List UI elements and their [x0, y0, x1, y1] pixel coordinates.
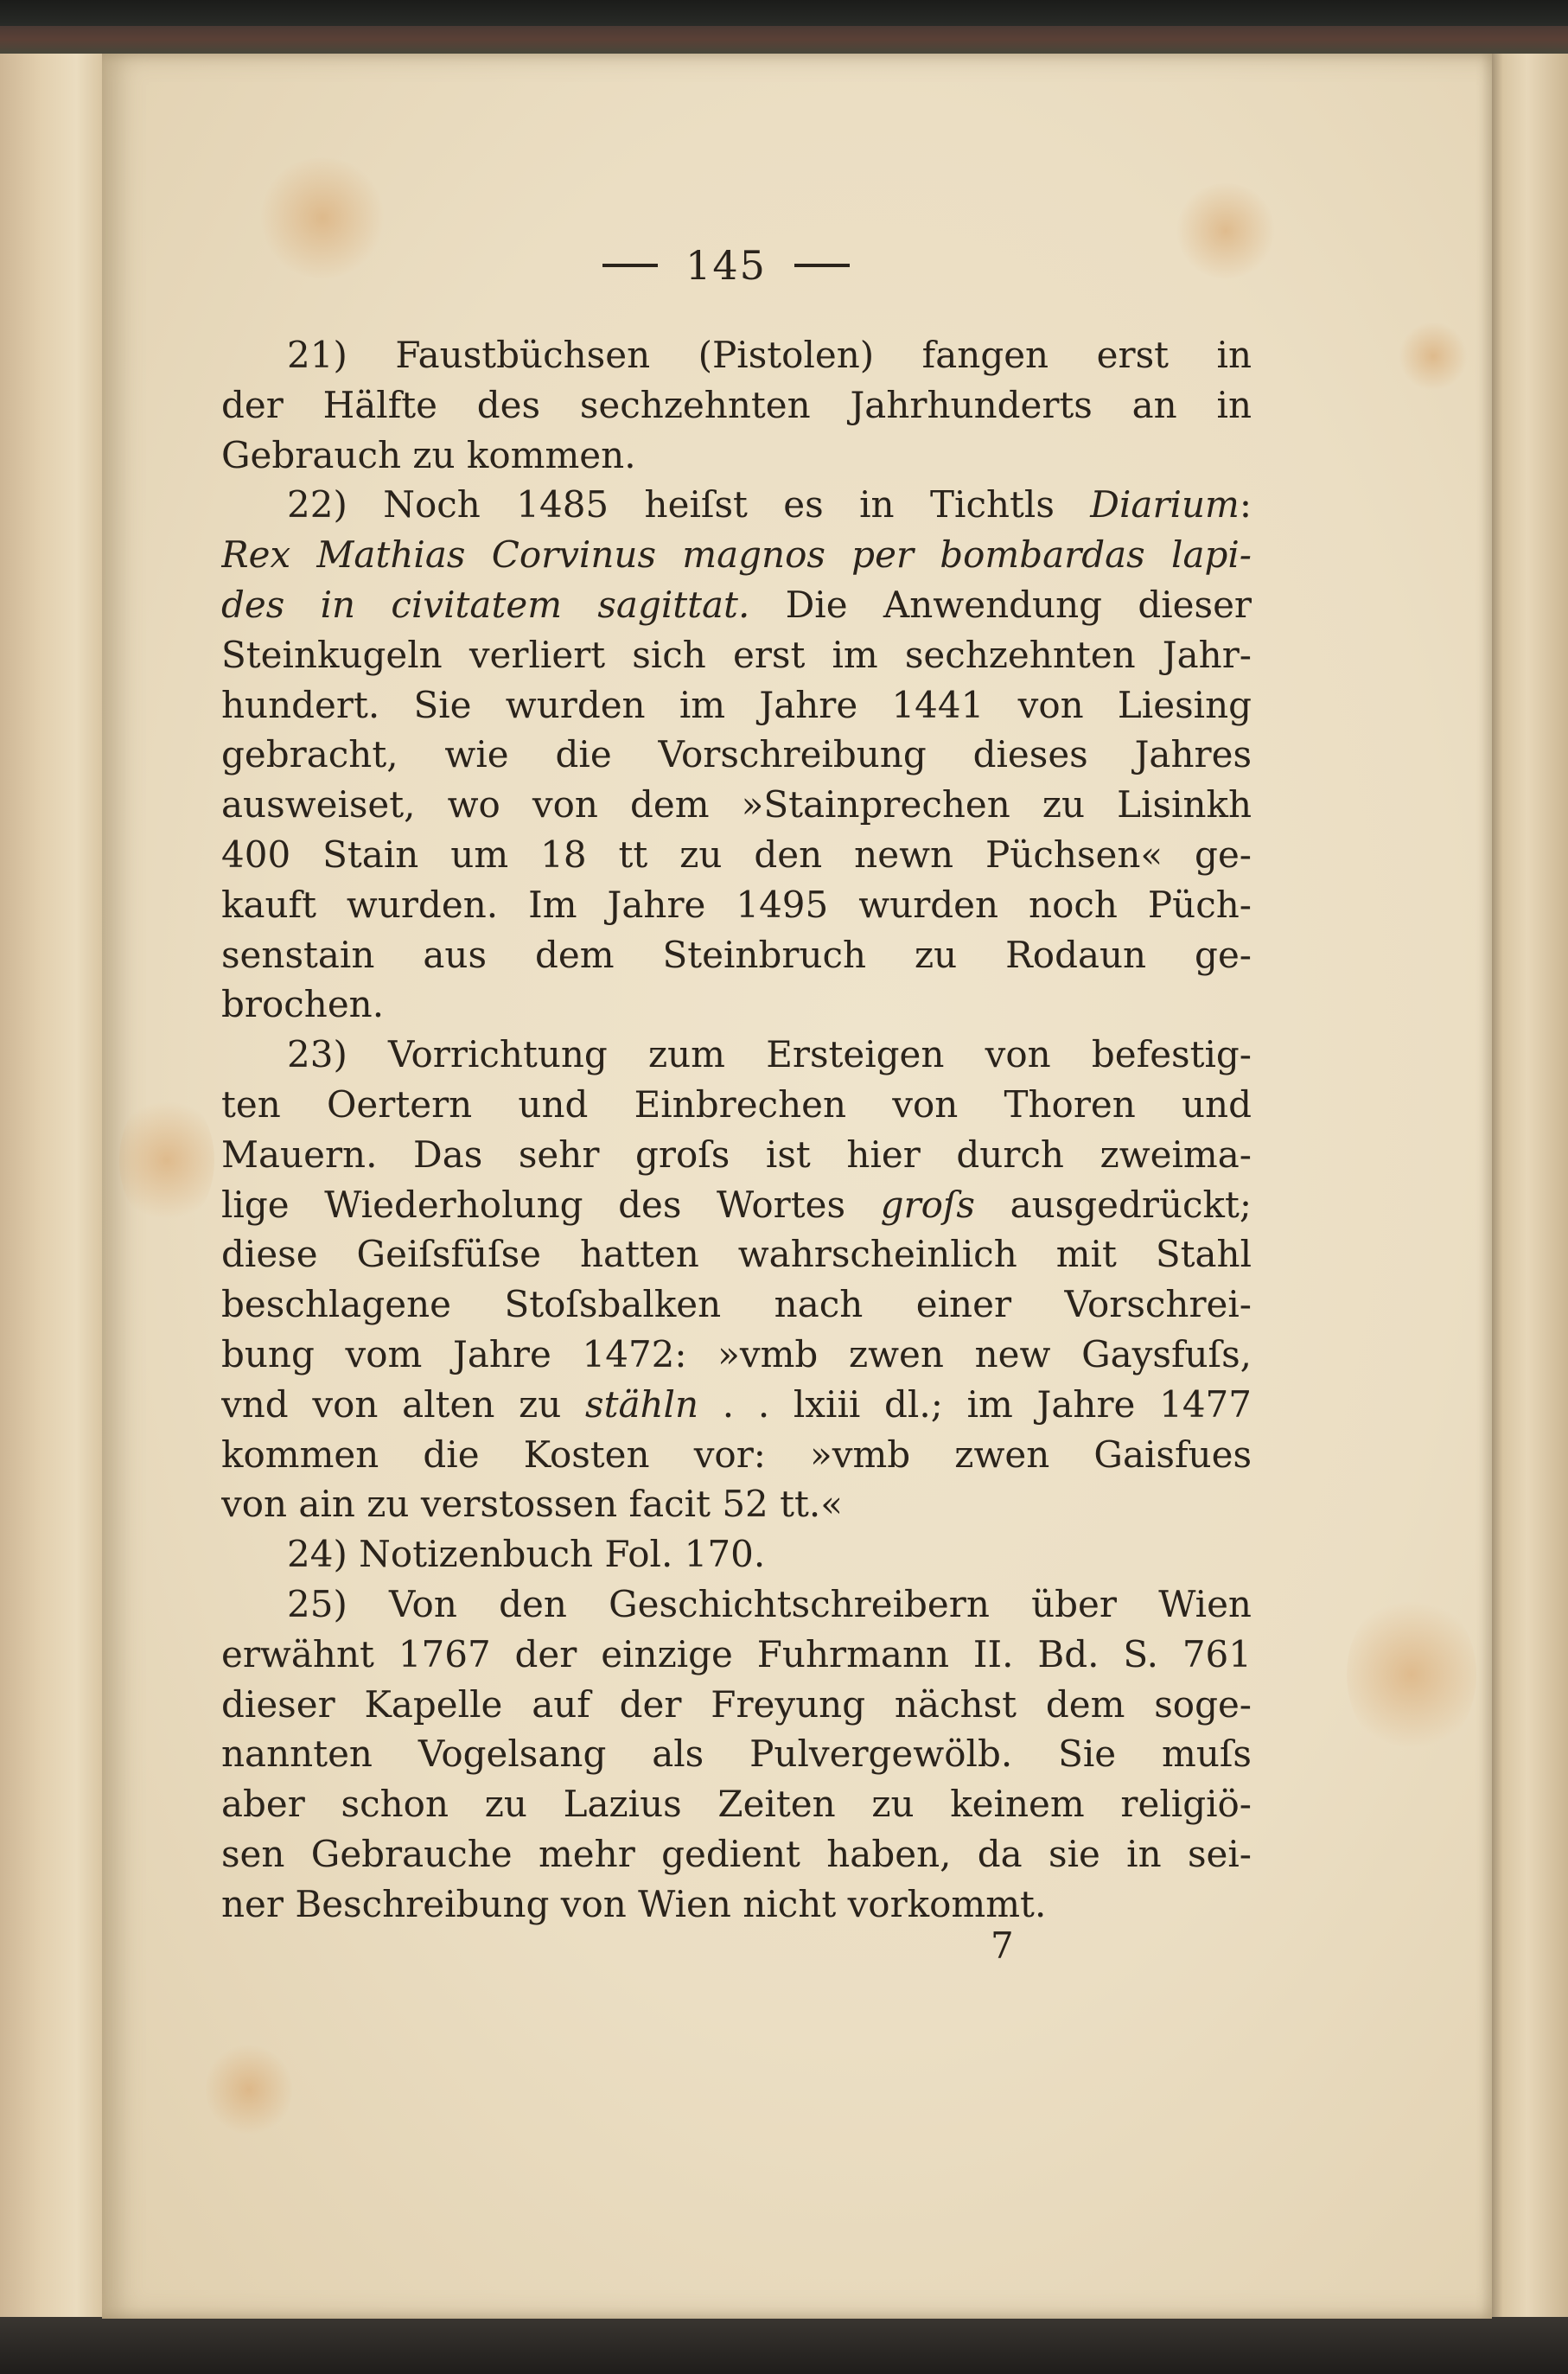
text-line	[221, 1130, 1252, 1180]
text-line	[221, 330, 1252, 380]
text-run: bung vom Jahre 1472: »vmb zwen new Gaysfuſs,	[221, 1332, 1252, 1375]
text-line	[221, 1680, 1252, 1730]
text-run: 400 Stain um 18 tt zu den newn Püchsen« ge-	[221, 833, 1252, 876]
text-run: erwähnt 1767 der einzige Fuhrmann II. Bd. S. 761	[221, 1632, 1252, 1675]
text-line	[221, 1630, 1252, 1680]
text-run: sen Gebrauche mehr gedient haben, da sie in sei-	[221, 1832, 1252, 1875]
text-line	[221, 431, 1252, 481]
text-line	[221, 1479, 1252, 1529]
foxing-stain	[1347, 1592, 1476, 1757]
facing-page-edge	[0, 54, 102, 2327]
text-run: ausweiset, wo von dem »Stainprechen zu Lisinkh	[221, 783, 1252, 826]
text-line	[221, 730, 1252, 780]
text-run: 25) Von den Geschichtschreibern über Wien	[287, 1582, 1252, 1625]
foxing-stain	[119, 1091, 214, 1229]
text-line	[221, 1779, 1252, 1829]
text-line	[221, 1080, 1252, 1130]
text-run: senstain aus dem Steinbruch zu Rodaun ge-	[221, 933, 1252, 976]
foxing-stain	[258, 157, 387, 278]
text-line	[221, 1030, 1252, 1080]
foxing-stain	[1174, 183, 1278, 278]
text-run: . . lxiii dl.; im Jahre 1477	[698, 1382, 1252, 1426]
text-run: 24) Notizenbuch Fol. 170.	[287, 1533, 766, 1576]
text-line	[221, 530, 1252, 580]
text-line	[221, 1579, 1252, 1630]
page-block-edge	[1487, 54, 1568, 2327]
text-run: diese Geiſsfüſse hatten wahrscheinlich mit Stahl	[221, 1233, 1252, 1276]
text-run: vnd von alten zu	[221, 1382, 586, 1426]
text-line	[221, 480, 1252, 530]
italic-text: Diarium	[1090, 483, 1240, 526]
text-run: nannten Vogelsang als Pulvergewölb. Sie muſs	[221, 1733, 1252, 1776]
text-line	[221, 680, 1252, 731]
text-line	[221, 930, 1252, 980]
page-header	[553, 235, 899, 296]
italic-text: stähln	[585, 1382, 699, 1426]
text-run: ausgedrückt;	[974, 1183, 1252, 1226]
text-line	[221, 1829, 1252, 1879]
text-run: aber schon zu Lazius Zeiten zu keinem religiö-	[221, 1783, 1252, 1826]
text-line	[221, 630, 1252, 680]
text-run: kauft wurden. Im Jahre 1495 wurden noch Püch-	[221, 883, 1252, 926]
text-line	[221, 1879, 1252, 1930]
text-line	[221, 1380, 1252, 1430]
text-run: der Hälfte des sechzehnten Jahrhunderts an in	[221, 383, 1252, 426]
text-run: von ain zu verstossen facit 52 tt.«	[221, 1483, 843, 1526]
text-run: :	[1239, 483, 1252, 526]
text-line	[221, 1529, 1252, 1579]
text-line	[221, 580, 1252, 630]
text-run: Gebrauch zu kommen.	[221, 433, 636, 476]
text-run: kommen die Kosten vor: »vmb zwen Gaisfues	[221, 1433, 1252, 1476]
text-line	[221, 1180, 1252, 1230]
foxing-stain	[1399, 322, 1468, 391]
italic-text: Rex Mathias Corvinus magnos per bombardas lapi-	[221, 533, 1252, 577]
text-run: gebracht, wie die Vorschreibung dieses Jahres	[221, 733, 1252, 776]
text-run: 23) Vorrichtung zum Ersteigen von befestig-	[287, 1033, 1252, 1076]
text-line	[221, 1280, 1252, 1330]
text-run: ner Beschreibung von Wien nicht vorkommt.	[221, 1882, 1047, 1925]
text-run: Die Anwendung dieser	[749, 583, 1252, 626]
text-line	[221, 980, 1252, 1030]
body-text	[221, 330, 1252, 1930]
header-dash-left	[602, 264, 658, 267]
text-run: lige Wiederholung des Wortes	[221, 1183, 881, 1226]
text-line	[221, 780, 1252, 830]
text-run: hundert. Sie wurden im Jahre 1441 von Liesing	[221, 683, 1252, 726]
text-line	[221, 1229, 1252, 1280]
text-run: Steinkugeln verliert sich erst im sechzehnten Jahr-	[221, 633, 1252, 676]
text-run: 21) Faustbüchsen (Pistolen) fangen erst in	[287, 334, 1252, 376]
text-run: ten Oertern und Einbrechen von Thoren und	[221, 1082, 1252, 1126]
signature-mark: 7	[991, 1924, 1014, 1967]
italic-text: groſs	[880, 1183, 975, 1226]
text-run: beschlagene Stoſsbalken nach einer Vorschrei-	[221, 1283, 1252, 1326]
foxing-stain	[206, 2042, 292, 2137]
text-line	[221, 880, 1252, 930]
scan-background-bottom	[0, 2317, 1568, 2374]
page-number: 145	[685, 242, 767, 289]
text-line	[221, 1330, 1252, 1380]
text-line	[221, 830, 1252, 880]
text-line	[221, 1430, 1252, 1480]
italic-text: des in civitatem sagittat.	[221, 583, 750, 626]
text-run: dieser Kapelle auf der Freyung nächst dem soge-	[221, 1682, 1252, 1726]
header-dash-right	[794, 264, 850, 267]
text-run: Mauern. Das sehr groſs ist hier durch zweima-	[221, 1133, 1252, 1176]
text-line	[221, 1729, 1252, 1779]
text-line	[221, 380, 1252, 431]
text-run: brochen.	[221, 983, 385, 1026]
text-run: 22) Noch 1485 heiſst es in Tichtls	[287, 483, 1091, 526]
